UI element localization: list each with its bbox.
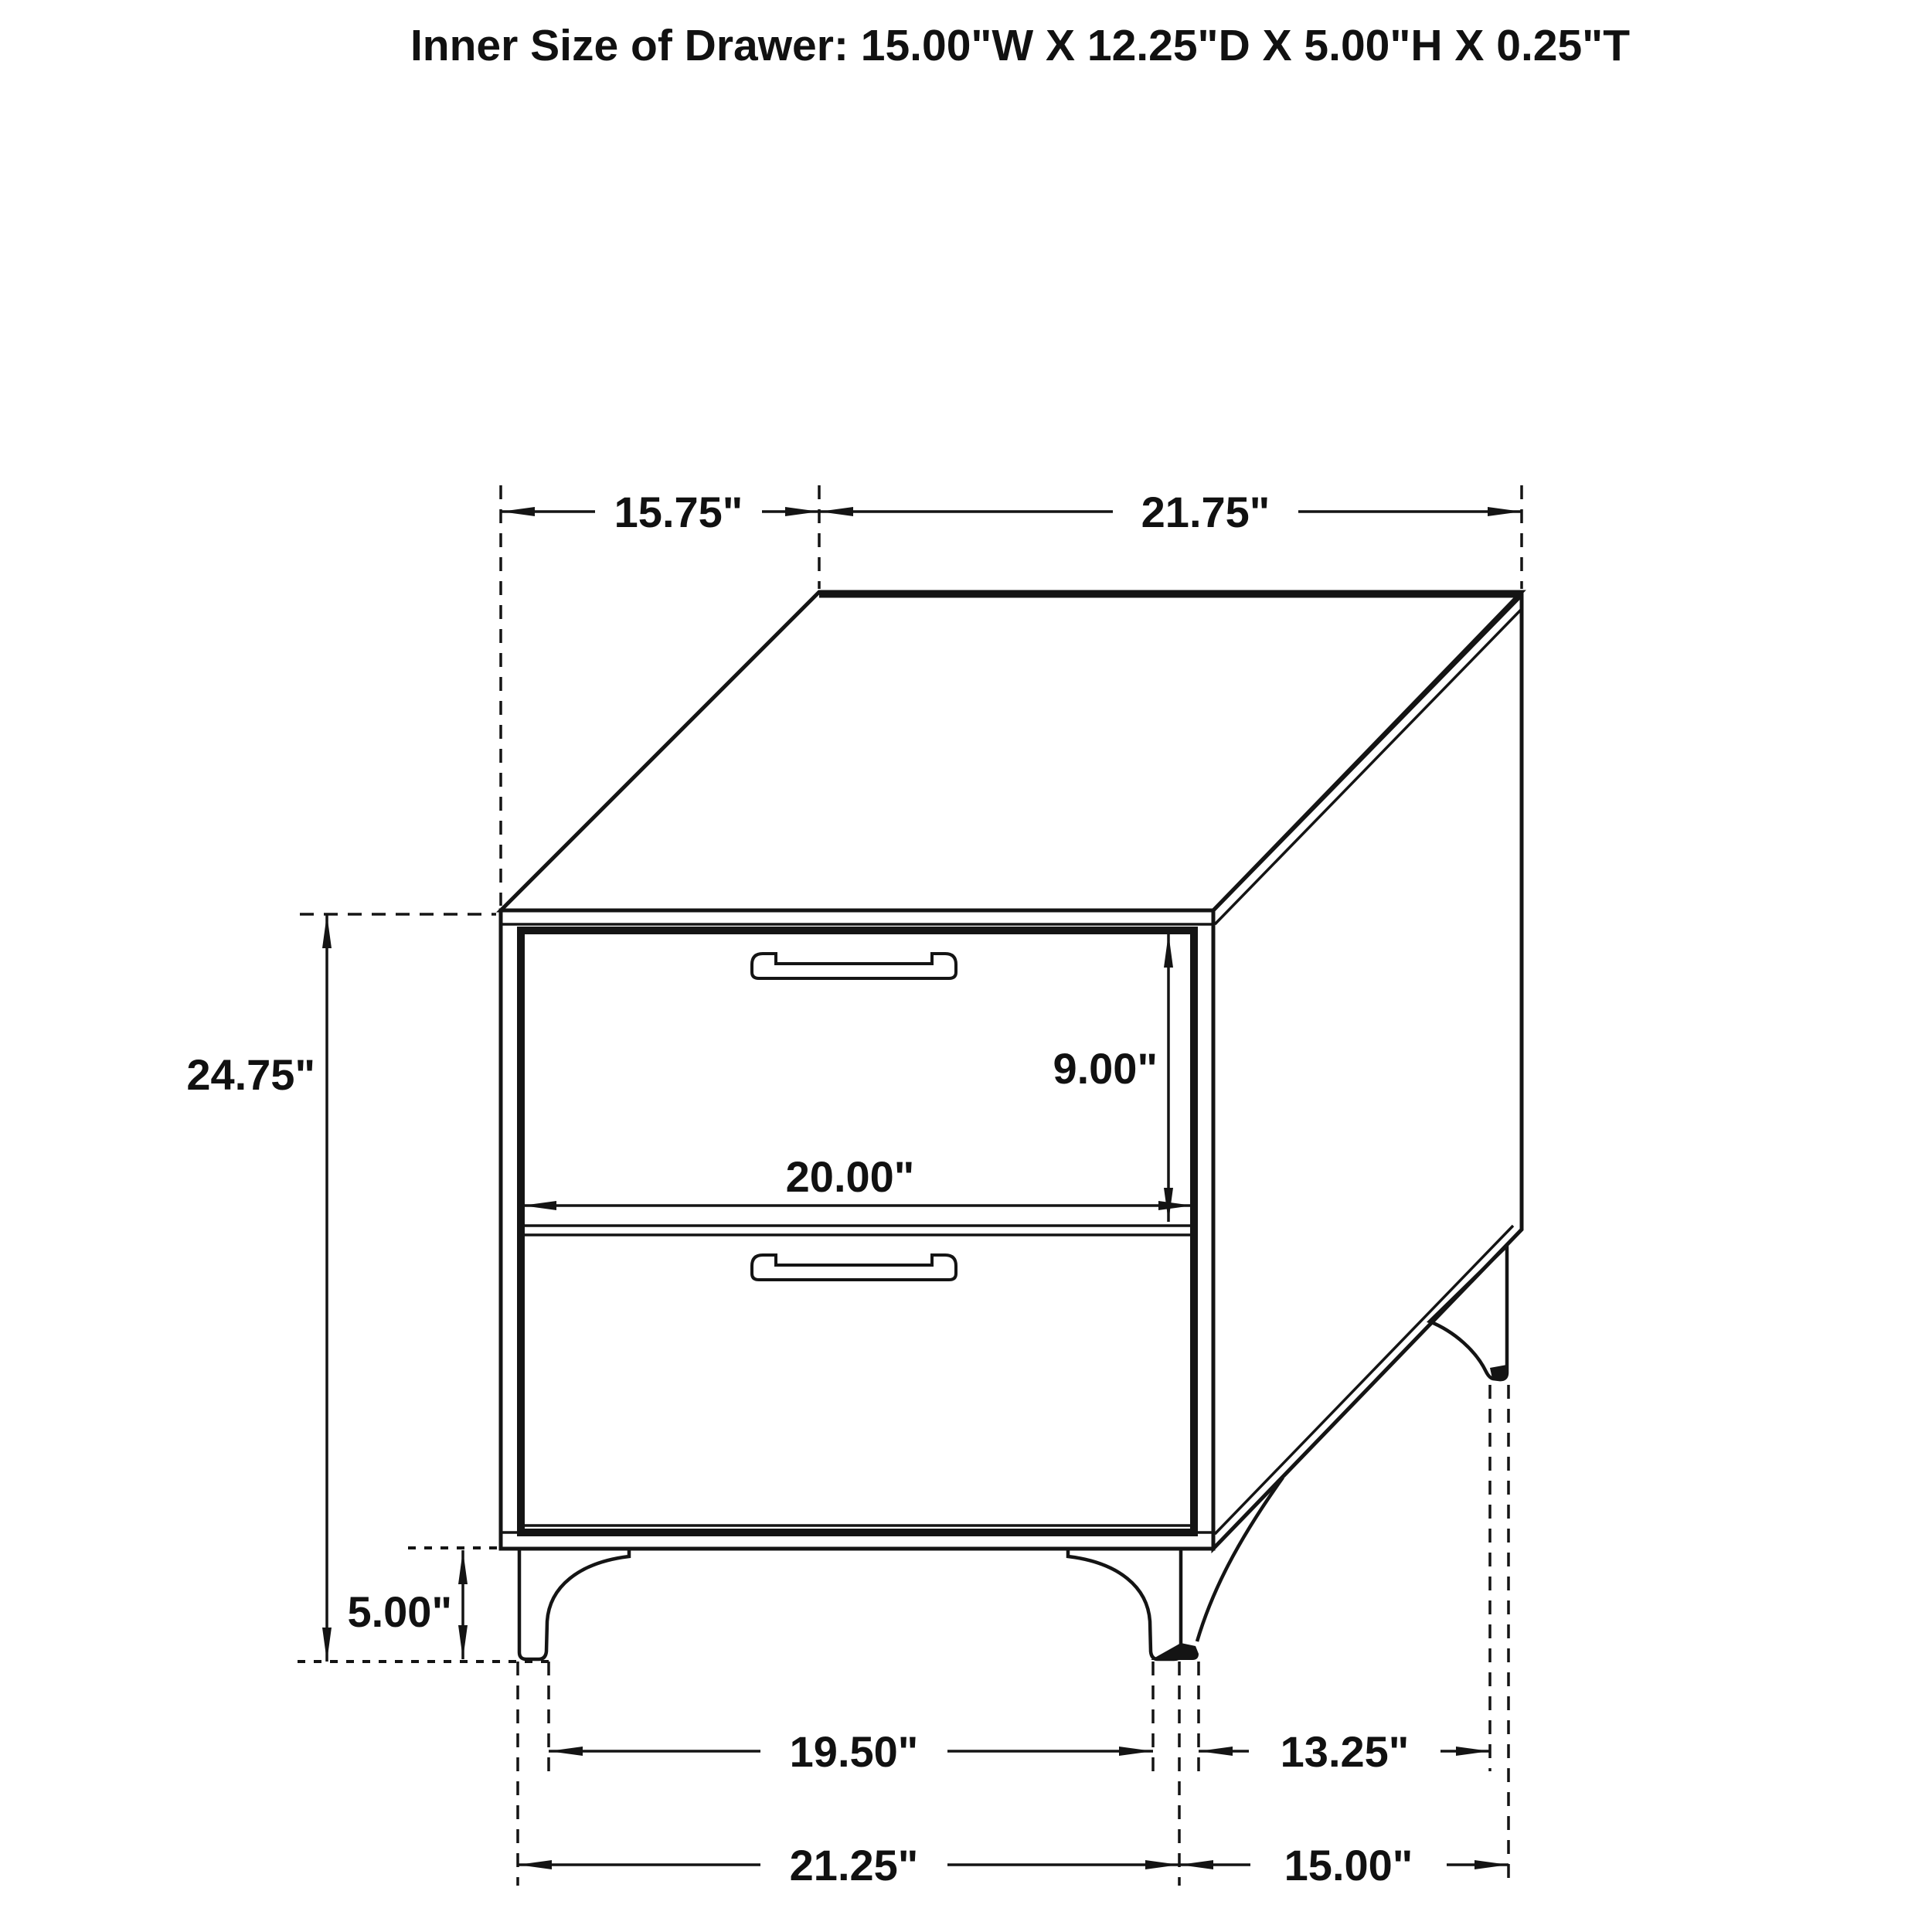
- front-right-leg-foot-wedge: [1151, 1643, 1199, 1660]
- dim-label-side-leg-outer-span: 15.00": [1284, 1841, 1413, 1889]
- side-panel: [1213, 595, 1522, 1549]
- top-drawer-handle: [752, 954, 956, 978]
- dim-label-top-width: 21.75": [1141, 488, 1270, 536]
- drawer-divider: [521, 1226, 1194, 1235]
- bottom-drawer-handle: [752, 1255, 956, 1280]
- dim-label-drawer-opening-width: 20.00": [785, 1152, 915, 1201]
- dim-label-top-depth: 15.75": [614, 488, 743, 536]
- dim-leg-height: [347, 1550, 463, 1659]
- dim-drawer-front-height: [1053, 934, 1168, 1222]
- dim-overall-height: [186, 914, 327, 1662]
- dim-label-overall-height: 24.75": [186, 1050, 315, 1099]
- rear-right-leg-foot-tip: [1490, 1365, 1507, 1379]
- dim-label-drawer-front-height: 9.00": [1053, 1044, 1158, 1093]
- front-frame: [521, 930, 1194, 1532]
- dim-side-leg-inner-span: [1199, 1727, 1490, 1776]
- top-panel-right-band: [1215, 609, 1522, 924]
- front-right-leg: [1068, 1549, 1181, 1659]
- dim-front-leg-outer-span: [518, 1841, 1179, 1889]
- dim-top-width: [819, 488, 1522, 536]
- front-left-leg: [519, 1549, 629, 1659]
- side-panel-bottom-band: [1215, 1226, 1513, 1534]
- dim-label-leg-height: 5.00": [347, 1587, 452, 1636]
- front-right-leg-side-profile: [1197, 1478, 1283, 1641]
- front-face: [501, 910, 1213, 1549]
- nightstand: [501, 592, 1522, 1660]
- dim-drawer-opening-width: [522, 1152, 1192, 1206]
- dim-side-leg-outer-span: [1179, 1841, 1509, 1889]
- dim-label-front-leg-outer-span: 21.25": [789, 1841, 919, 1889]
- dim-label-front-leg-inner-span: 19.50": [789, 1727, 919, 1776]
- drawing-title: Inner Size of Drawer: 15.00"W X 12.25"D X 5.00"H X 0.25"T: [410, 21, 1631, 70]
- dim-front-leg-inner-span: [549, 1727, 1153, 1776]
- dim-label-side-leg-inner-span: 13.25": [1280, 1727, 1410, 1776]
- dim-top-depth: [501, 488, 819, 536]
